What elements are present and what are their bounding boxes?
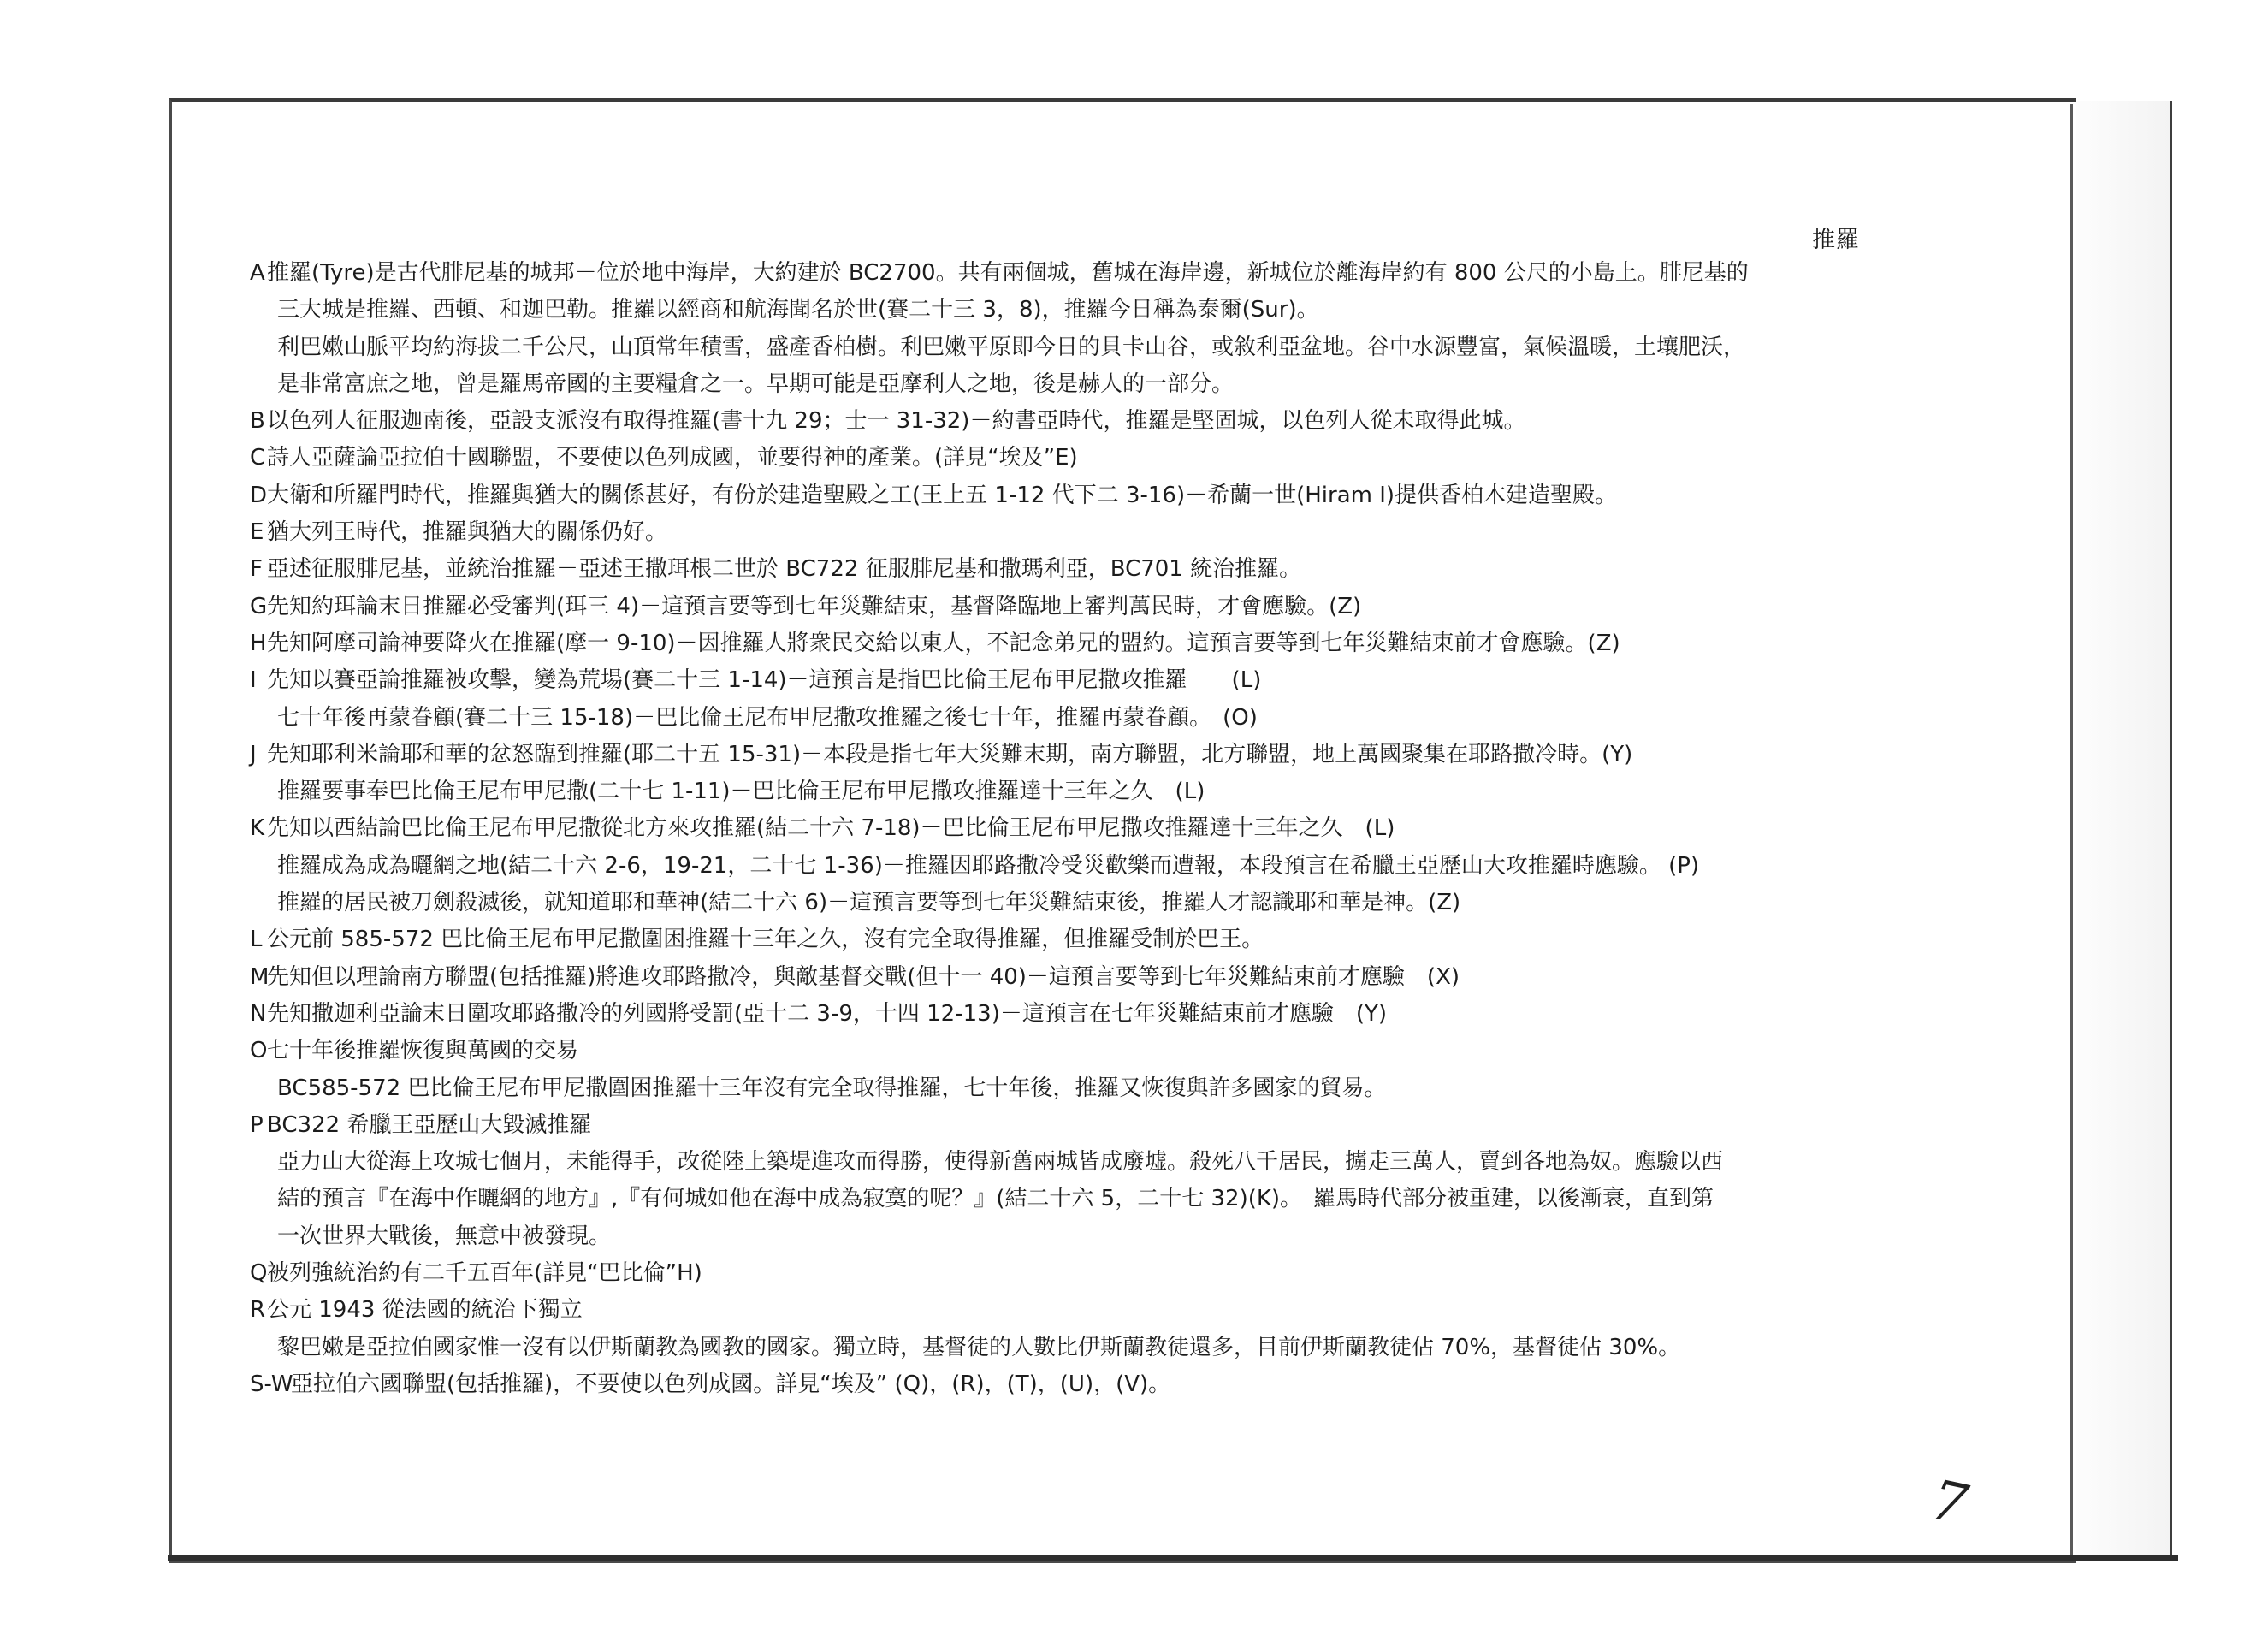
entry-text: 詩人亞薩論亞拉伯十國聯盟，不要使以色列成國，並要得神的產業。(詳見“埃及”E) — [267, 445, 1078, 471]
page-edge-shadow — [2076, 101, 2172, 1561]
page-bottom-edge — [168, 1555, 2178, 1561]
entry-label: I — [250, 667, 257, 694]
entry-continuation-line — [250, 1218, 1961, 1255]
entry-label: L — [250, 927, 263, 953]
entry-continuation-line — [250, 848, 1961, 885]
entry-label: C — [250, 445, 266, 471]
entry-label: B — [250, 408, 265, 435]
entry-line-e — [250, 514, 1961, 551]
entry-text: 先知耶利米論耶和華的忿怒臨到推羅(耶二十五 15-31)－本段是指七年大災難末期，南方聯盟，北方聯盟，地上萬國聚集在耶路撒冷時。(Y) — [267, 741, 1633, 767]
entry-label: J — [250, 741, 257, 767]
entry-line-k — [250, 810, 1961, 847]
entry-label: H — [250, 630, 267, 656]
entry-line-q — [250, 1255, 1961, 1292]
entry-text: 推羅的居民被刀劍殺滅後，就知道耶和華神(結二十六 6)－這預言要等到七年災難結束後，推羅人才認識耶和華是神。(Z) — [277, 890, 1461, 916]
entry-text: 七十年後再蒙眷顧(賽二十三 15-18)－巴比倫王尼布甲尼撒攻推羅之後七十年，推羅再蒙眷顧。 (O) — [277, 704, 1258, 731]
entry-continuation-line — [250, 773, 1961, 810]
entry-text: 推羅(Tyre)是古代腓尼基的城邦－位於地中海岸，大約建於 BC2700。共有兩個城，舊城在海岸邊，新城位於離海岸約有 800 公尺的小島上。腓尼基的 — [267, 260, 1749, 286]
entry-label: K — [250, 815, 265, 842]
entry-text: 亞拉伯六國聯盟(包括推羅)，不要使以色列成國。詳見“埃及” (Q)，(R)，(T)，(U)，(V)。 — [291, 1371, 1171, 1397]
entry-text: 先知以西結論巴比倫王尼布甲尼撒從北方來攻推羅(結二十六 7-18)－巴比倫王尼布甲尼撒攻推羅達十三年之久 (L) — [267, 815, 1395, 842]
entry-line-l — [250, 921, 1961, 958]
entry-text: 被列強統治約有二千五百年(詳見“巴比倫”H) — [267, 1260, 702, 1287]
document-body — [250, 255, 1961, 1403]
entry-text: 先知撒迦利亞論末日圍攻耶路撒冷的列國將受罰(亞十二 3-9，十四 12-13)－這預言在七年災難結束前才應驗 (Y) — [267, 1000, 1388, 1027]
entry-text: 先知以賽亞論推羅被攻擊，變為荒場(賽二十三 1-14)－這預言是指巴比倫王尼布甲尼撒攻推羅 (L) — [267, 667, 1262, 694]
entry-label: Q — [250, 1260, 268, 1287]
entry-label: G — [250, 593, 268, 619]
entry-text: 先知但以理論南方聯盟(包括推羅)將進攻耶路撒冷，與敵基督交戰(但十一 40)－這預言要等到七年災難結束前才應驗 (X) — [267, 963, 1460, 990]
entry-continuation-line — [250, 885, 1961, 921]
entry-continuation-line — [250, 1144, 1961, 1181]
entry-text: 推羅要事奉巴比倫王尼布甲尼撒(二十七 1-11)－巴比倫王尼布甲尼撒攻推羅達十三年之久 (L) — [277, 779, 1205, 805]
entry-continuation-line — [250, 1330, 1961, 1366]
handwritten-page-number: 7 — [1925, 1468, 1973, 1538]
entry-continuation-line — [250, 292, 1961, 329]
entry-line-f — [250, 551, 1961, 588]
entry-line-n — [250, 996, 1961, 1033]
entry-line-r — [250, 1292, 1961, 1329]
entry-line-d — [250, 477, 1961, 514]
entry-line-s-w — [250, 1366, 1961, 1403]
entry-text: BC585-572 巴比倫王尼布甲尼撒圍困推羅十三年沒有完全取得推羅，七十年後，推羅又恢復與許多國家的貿易。 — [277, 1075, 1387, 1101]
page-edge-line — [2070, 104, 2073, 1559]
entry-continuation-line — [250, 329, 1961, 366]
entry-line-p — [250, 1107, 1961, 1144]
entry-text: 公元前 585-572 巴比倫王尼布甲尼撒圍困推羅十三年之久，沒有完全取得推羅，但推羅受制於巴王。 — [267, 927, 1264, 953]
entry-text: 公元 1943 從法國的統治下獨立 — [267, 1297, 583, 1324]
entry-label: M — [250, 963, 269, 990]
page-header-title: 推羅 — [1812, 227, 1860, 253]
entry-text: 猶大列王時代，推羅與猶大的關係仍好。 — [267, 519, 668, 546]
entry-text: 亞力山大從海上攻城七個月，未能得手，改從陸上築堤進攻而得勝，使得新舊兩城皆成廢墟。殺死八千居民，擄走三萬人，賣到各地為奴。應驗以西 — [277, 1149, 1724, 1176]
entry-text: 一次世界大戰後，無意中被發現。 — [277, 1223, 612, 1249]
entry-label: P — [250, 1111, 264, 1138]
entry-label: F — [250, 556, 263, 583]
entry-label: O — [250, 1038, 268, 1064]
entry-line-b — [250, 403, 1961, 440]
entry-label: R — [250, 1297, 266, 1324]
entry-text: 以色列人征服迦南後，亞設支派沒有取得推羅(書十九 29；士一 31-32)－約書亞時代，推羅是堅固城，以色列人從未取得此城。 — [267, 408, 1526, 435]
entry-text: 七十年後推羅恢復與萬國的交易 — [267, 1038, 579, 1064]
entry-text: 三大城是推羅、西頓、和迦巴勒。推羅以經商和航海聞名於世(賽二十三 3，8)，推羅今日稱為泰爾(Sur)。 — [277, 297, 1319, 323]
entry-text: 亞述征服腓尼基，並統治推羅－亞述王撒珥根二世於 BC722 征服腓尼基和撒瑪利亞，BC701 統治推羅。 — [267, 556, 1302, 583]
entry-label: D — [250, 482, 268, 508]
entry-text: 是非常富庶之地，曾是羅馬帝國的主要糧倉之一。早期可能是亞摩利人之地，後是赫人的一部分。 — [277, 370, 1235, 397]
entry-text: 先知約珥論末日推羅必受審判(珥三 4)－這預言要等到七年災難結束，基督降臨地上審判萬民時，才會應驗。(Z) — [267, 593, 1362, 619]
entry-line-h — [250, 625, 1961, 662]
entry-label: A — [250, 260, 265, 286]
entry-line-j — [250, 737, 1961, 773]
entry-line-m — [250, 959, 1961, 996]
entry-continuation-line — [250, 366, 1961, 403]
entry-text: BC322 希臘王亞歷山大毀滅推羅 — [267, 1111, 592, 1138]
entry-continuation-line — [250, 700, 1961, 737]
entry-text: 推羅成為成為曬網之地(結二十六 2-6，19-21，二十七 1-36)－推羅因耶路撒冷受災歡樂而遭報，本段預言在希臘王亞歷山大攻推羅時應驗。 (P) — [277, 852, 1700, 879]
entry-text: 先知阿摩司論神要降火在推羅(摩一 9-10)－因推羅人將衆民交給以東人，不記念弟兄的盟約。這預言要等到七年災難結束前才會應驗。(Z) — [267, 630, 1620, 656]
entry-label: N — [250, 1000, 267, 1027]
entry-line-c — [250, 440, 1961, 477]
entry-text: 大衛和所羅門時代，推羅與猶大的關係甚好，有份於建造聖殿之工(王上五 1-12 代下二 3-16)－希蘭一世(Hiram I)提供香柏木建造聖殿。 — [267, 482, 1618, 508]
entry-label: E — [250, 519, 264, 546]
entry-text: 黎巴嫩是亞拉伯國家惟一沒有以伊斯蘭教為國教的國家。獨立時，基督徒的人數比伊斯蘭教徒還多，目前伊斯蘭教徒佔 70%，基督徒佔 30%。 — [277, 1334, 1681, 1360]
entry-text: 利巴嫩山脈平均約海拔二千公尺，山頂常年積雪，盛產香柏樹。利巴嫩平原即今日的貝卡山谷，或敘利亞盆地。谷中水源豐富，氣候溫暖，土壤肥沃， — [277, 334, 1746, 360]
entry-line-o — [250, 1033, 1961, 1069]
entry-line-g — [250, 589, 1961, 625]
entry-label: S-W — [250, 1371, 293, 1397]
entry-continuation-line — [250, 1070, 1961, 1107]
entry-text: 結的預言『在海中作曬網的地方』,『有何城如他在海中成為寂寞的呢？』(結二十六 5，二十七 32)(K)。 羅馬時代部分被重建，以後漸衰，直到第 — [277, 1186, 1714, 1212]
entry-continuation-line — [250, 1181, 1961, 1217]
entry-line-i — [250, 662, 1961, 699]
entry-line-a — [250, 255, 1961, 292]
